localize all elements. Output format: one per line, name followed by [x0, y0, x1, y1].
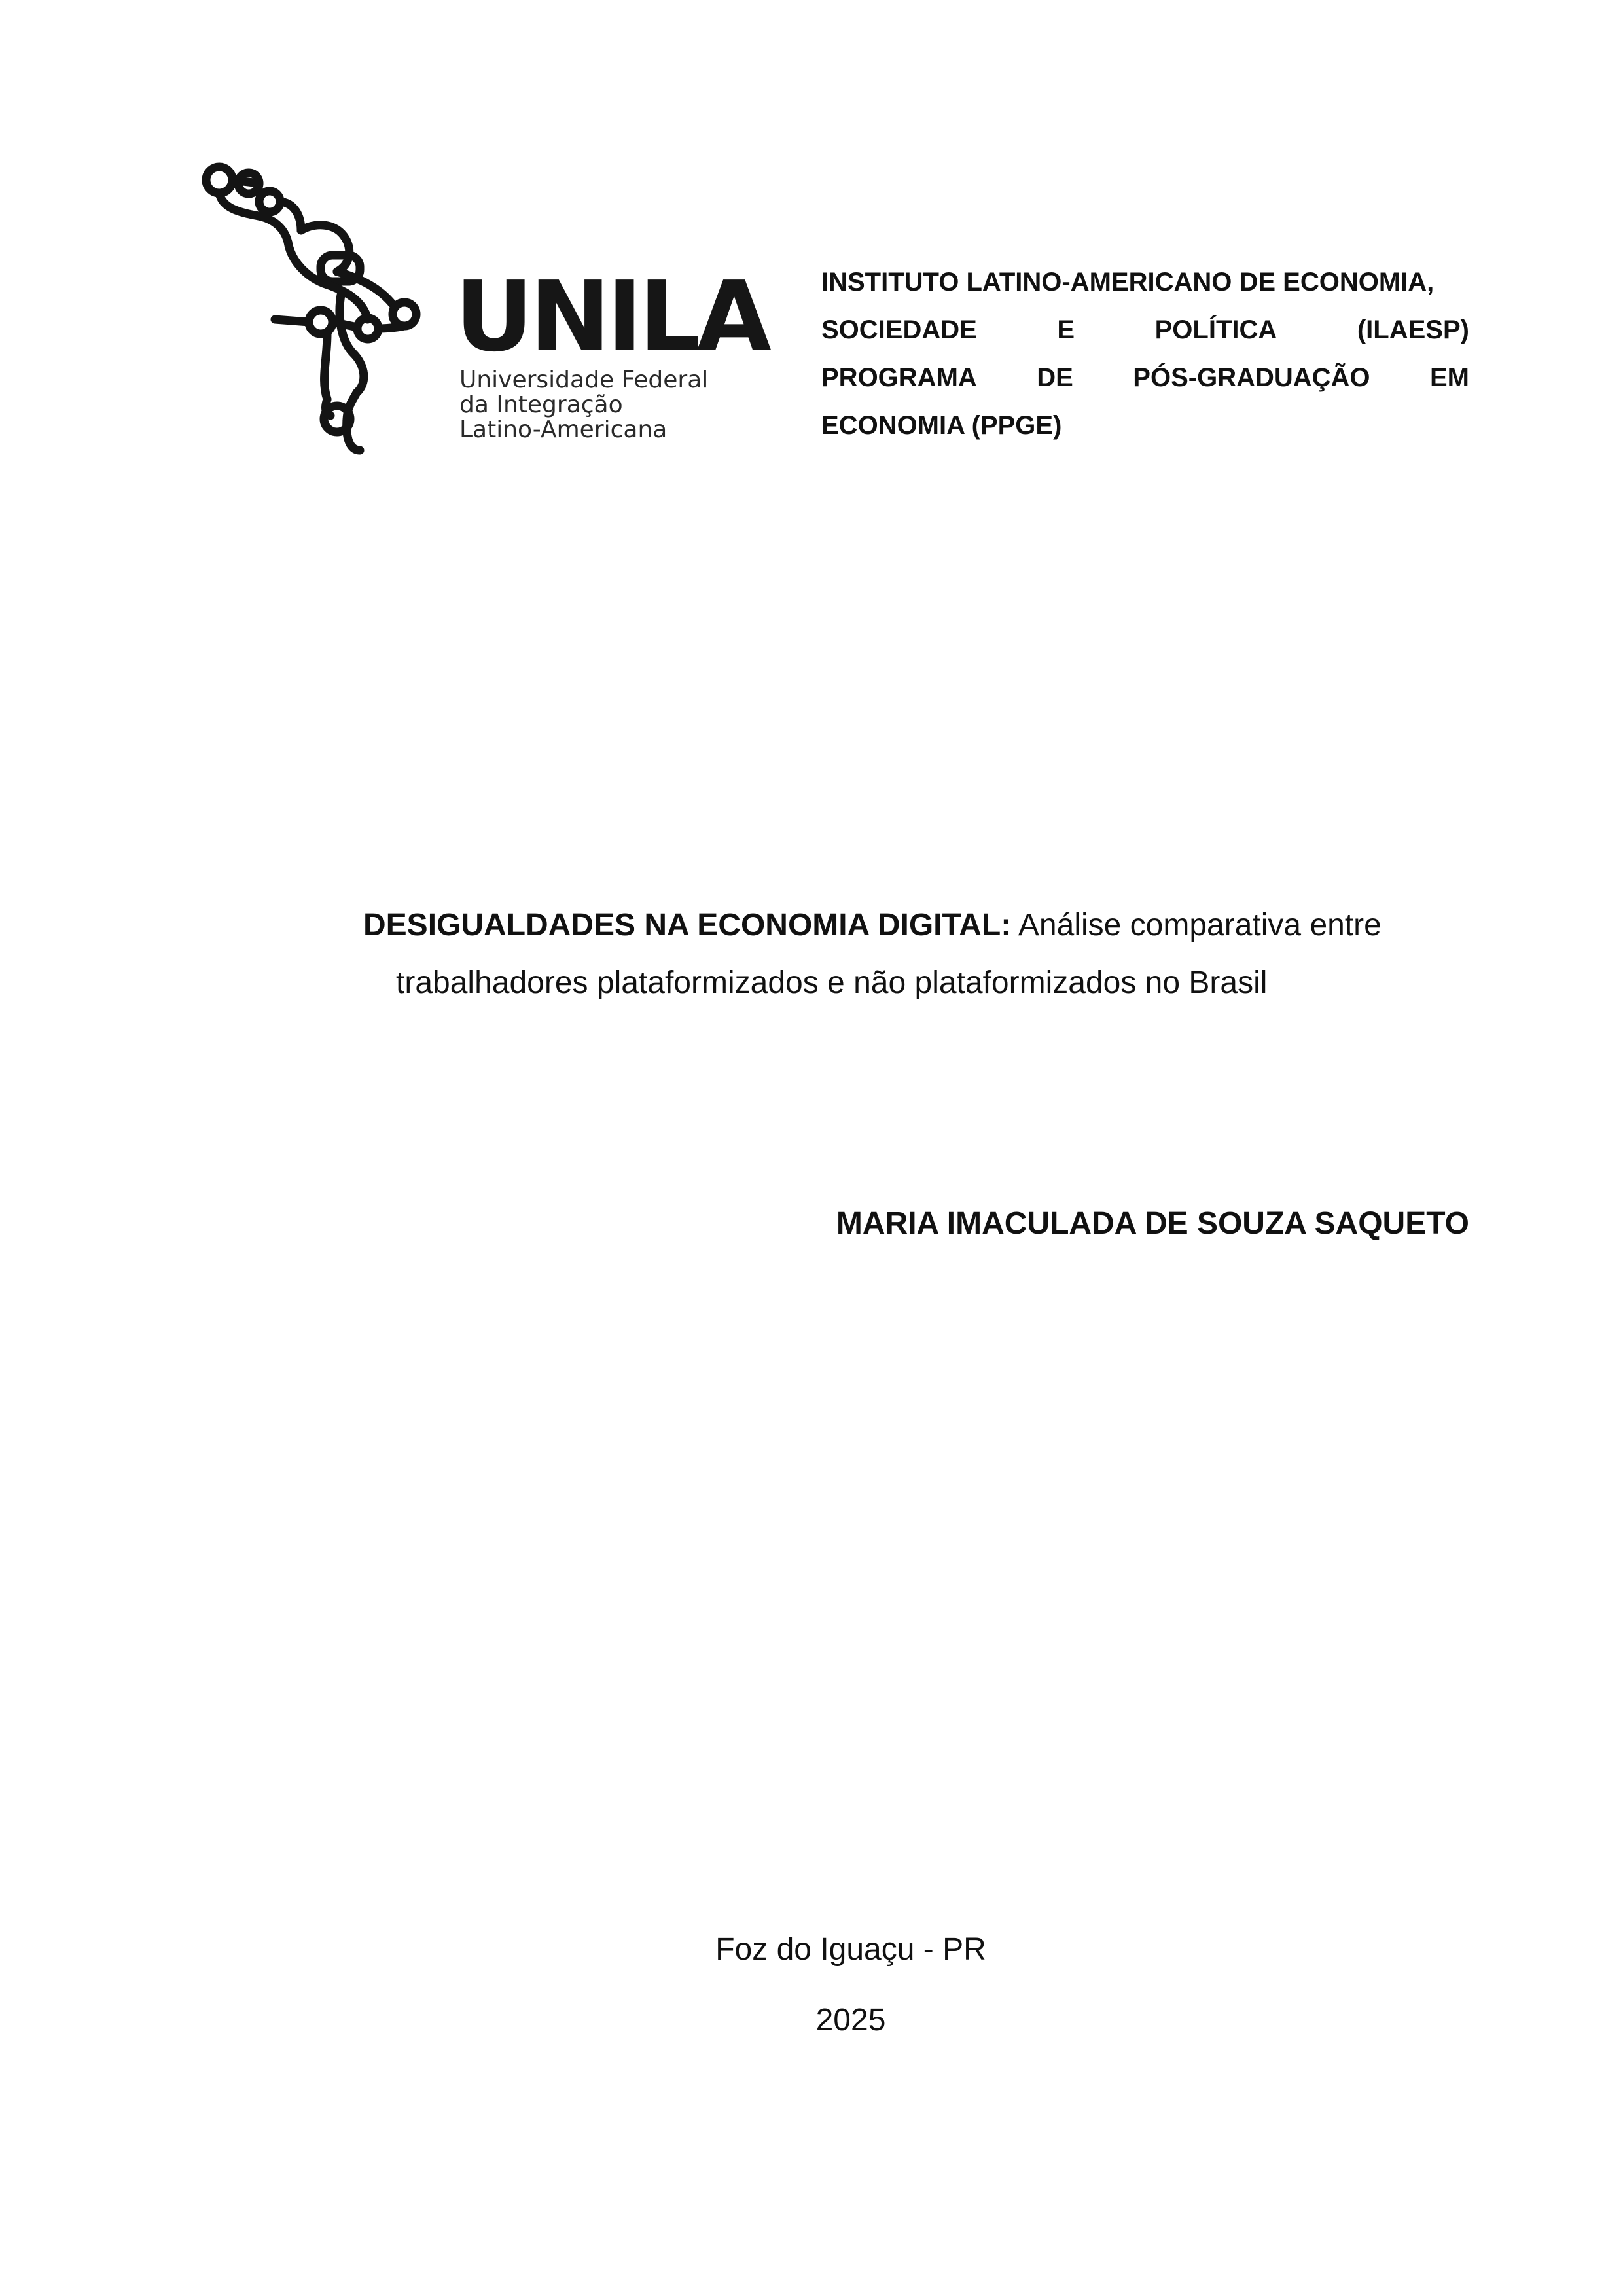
logo-subtitle-line: Universidade Federal [459, 367, 709, 393]
institution-word: SOCIEDADE [821, 315, 977, 344]
institution-word: ECONOMIA (PPGE) [821, 411, 1062, 440]
unila-emblem-icon [196, 157, 458, 458]
institution-word: EM [1430, 363, 1469, 392]
title-bold: DESIGUALDADES NA ECONOMIA DIGITAL: [363, 908, 1012, 942]
institution-word: POLÍTICA [1154, 315, 1277, 344]
institution-line [821, 402, 1469, 450]
institution-line [821, 354, 1469, 402]
institution-word: PÓS-GRADUAÇÃO [1133, 363, 1370, 392]
title-subtitle-start: Análise comparativa entre [1011, 908, 1382, 942]
logo-subtitle-line: Latino-Americana [459, 416, 668, 443]
year: 2025 [815, 2003, 886, 2037]
author-name: MARIA IMACULADA DE SOUZA SAQUETO [836, 1206, 1469, 1241]
institution-word: E [1057, 315, 1075, 344]
institution-header [821, 259, 1469, 450]
institution-word: PROGRAMA [821, 363, 977, 392]
institution-word: INSTITUTO LATINO-AMERICANO DE ECONOMIA, [821, 268, 1435, 296]
unila-logo [196, 157, 768, 458]
logo-wordmark: UNILA [455, 260, 768, 373]
institution-line [821, 259, 1469, 306]
document-title [363, 897, 1541, 1012]
title-line-2: trabalhadores plataformizados e não plataformizados no Brasil [396, 965, 1268, 1000]
institution-word: (ILAESP) [1357, 315, 1469, 344]
title-line-1 [363, 897, 1541, 954]
logo-subtitle [459, 368, 708, 442]
place: Foz do Iguaçu - PR [715, 1932, 986, 1967]
logo-subtitle-line: da Integração [459, 391, 623, 418]
institution-line [821, 306, 1469, 354]
place-and-year [0, 1914, 1623, 2056]
institution-word: DE [1037, 363, 1073, 392]
